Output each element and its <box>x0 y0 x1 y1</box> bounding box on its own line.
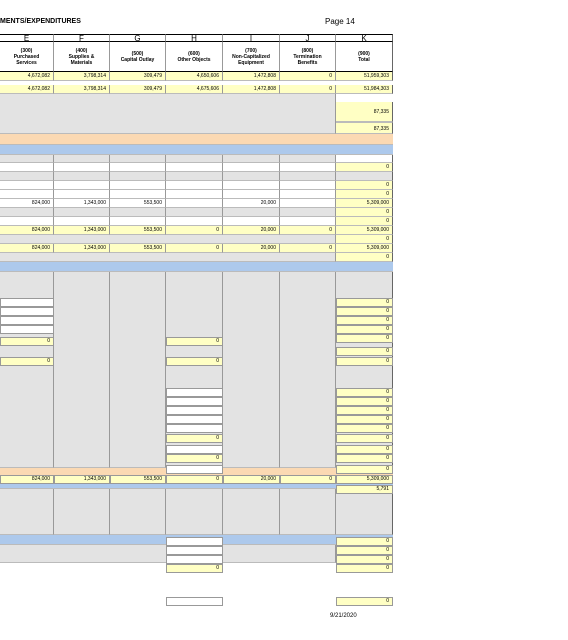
col-name: Capital Outlay <box>120 56 155 63</box>
cell: 5,309,000 <box>336 475 393 484</box>
cell: 0 <box>280 475 336 484</box>
cell: 0 <box>166 244 223 253</box>
cell <box>166 397 223 406</box>
col-letter: K <box>336 34 393 42</box>
cell: 4,650,606 <box>166 72 223 81</box>
col-name: Total <box>358 56 370 63</box>
cell: 51,959,303 <box>336 72 393 81</box>
cell: 5,309,000 <box>336 199 393 208</box>
col-letter: H <box>166 34 223 42</box>
cell: 0 <box>280 85 336 94</box>
cell: 20,000 <box>223 199 280 208</box>
cell <box>166 406 223 415</box>
cell <box>166 465 223 474</box>
cell: 0 <box>336 325 393 334</box>
cell: 1,343,000 <box>54 244 110 253</box>
cell: 0 <box>280 72 336 81</box>
cell: 0 <box>336 537 393 546</box>
cell: 0 <box>336 454 393 463</box>
cell: 824,000 <box>0 199 54 208</box>
col-name: Termination <box>293 53 322 60</box>
cell: 3,798,314 <box>54 85 110 94</box>
cell <box>166 445 223 454</box>
cell: 0 <box>166 475 223 484</box>
col-letter: G <box>110 34 166 42</box>
cell: 0 <box>336 217 393 226</box>
cell: 0 <box>336 163 393 172</box>
cell: 0 <box>336 334 393 343</box>
col-name: Equipment <box>238 59 264 66</box>
cell: 0 <box>336 465 393 474</box>
cell: 553,500 <box>110 226 166 235</box>
cell: 4,672,082 <box>0 85 54 94</box>
cell <box>166 424 223 433</box>
cell: 20,000 <box>223 226 280 235</box>
cell: 0 <box>336 397 393 406</box>
cell: 0 <box>336 253 393 262</box>
col-code: (800) <box>301 47 314 54</box>
report-title: MENTS/EXPENDITURES <box>0 18 81 25</box>
cell: 5,309,000 <box>336 244 393 253</box>
cell: 0 <box>280 226 336 235</box>
cell: 0 <box>336 235 393 244</box>
cell: 0 <box>336 424 393 433</box>
cell: 824,000 <box>0 475 54 484</box>
col-name: Benefits <box>297 59 318 66</box>
cell: 0 <box>0 337 54 346</box>
cell: 0 <box>336 208 393 217</box>
cell: 0 <box>280 244 336 253</box>
cell: 20,000 <box>223 475 280 484</box>
cell: 824,000 <box>0 226 54 235</box>
cell: 0 <box>336 388 393 397</box>
col-code: (600) <box>188 50 200 57</box>
cell: 87,335 <box>336 122 393 134</box>
cell: 0 <box>336 190 393 199</box>
col-name: Services <box>16 59 37 66</box>
cell: 5,791 <box>336 485 393 494</box>
cell <box>166 597 223 606</box>
footer-date: 9/21/2020 <box>330 613 357 619</box>
cell: 0 <box>166 337 223 346</box>
cell: 0 <box>166 454 223 463</box>
cell: 0 <box>336 307 393 316</box>
cell: 0 <box>336 357 393 366</box>
cell: 553,500 <box>110 244 166 253</box>
cell: 51,984,303 <box>336 85 393 94</box>
cell: 0 <box>336 415 393 424</box>
cell: 3,798,314 <box>54 72 110 81</box>
cell: 4,672,082 <box>0 72 54 81</box>
cell: 0 <box>166 564 223 573</box>
col-letter: I <box>223 34 280 42</box>
col-code: (300) <box>20 47 33 54</box>
cell <box>0 307 54 316</box>
col-code: (500) <box>131 50 144 57</box>
cell: 0 <box>336 434 393 443</box>
cell: 553,500 <box>110 199 166 208</box>
col-name: Purchased <box>13 53 40 60</box>
col-name: Non-Capitalized <box>232 53 270 60</box>
cell: 0 <box>336 546 393 555</box>
cell <box>166 555 223 564</box>
cell: 0 <box>166 357 223 366</box>
cell: 0 <box>336 564 393 573</box>
cell: 0 <box>166 226 223 235</box>
cell: 553,500 <box>110 475 166 484</box>
cell: 1,343,000 <box>54 226 110 235</box>
cell <box>166 388 223 397</box>
cell: 4,675,606 <box>166 85 223 94</box>
cell <box>0 325 54 334</box>
cell: 0 <box>336 316 393 325</box>
col-name: Other Objects <box>177 56 211 63</box>
col-code: (400) <box>75 47 88 54</box>
cell: 0 <box>336 181 393 190</box>
cell: 5,309,000 <box>336 226 393 235</box>
cell <box>166 537 223 546</box>
cell: 0 <box>0 357 54 366</box>
cell: 309,479 <box>110 85 166 94</box>
cell: 0 <box>336 347 393 356</box>
cell: 0 <box>166 434 223 443</box>
page-number: Page 14 <box>325 17 355 26</box>
cell <box>166 415 223 424</box>
col-letter: E <box>0 34 54 42</box>
cell: 0 <box>336 298 393 307</box>
cell: 0 <box>336 406 393 415</box>
cell: 87,335 <box>336 102 393 122</box>
cell: 0 <box>336 597 393 606</box>
col-letter: J <box>280 34 336 42</box>
cell: 20,000 <box>223 244 280 253</box>
cell: 1,472,808 <box>223 85 280 94</box>
cell: 824,000 <box>0 244 54 253</box>
col-name: Supplies & <box>68 53 95 60</box>
cell: 1,472,808 <box>223 72 280 81</box>
cell: 309,479 <box>110 72 166 81</box>
cell <box>0 316 54 325</box>
cell <box>166 546 223 555</box>
col-letter: F <box>54 34 110 42</box>
cell: 0 <box>336 555 393 564</box>
cell <box>0 298 54 307</box>
col-name: Materials <box>70 59 93 66</box>
cell: 0 <box>336 445 393 454</box>
cell: 1,343,000 <box>54 199 110 208</box>
col-code: (900) <box>358 50 370 57</box>
col-code: (700) <box>245 47 257 54</box>
cell: 1,343,000 <box>54 475 110 484</box>
